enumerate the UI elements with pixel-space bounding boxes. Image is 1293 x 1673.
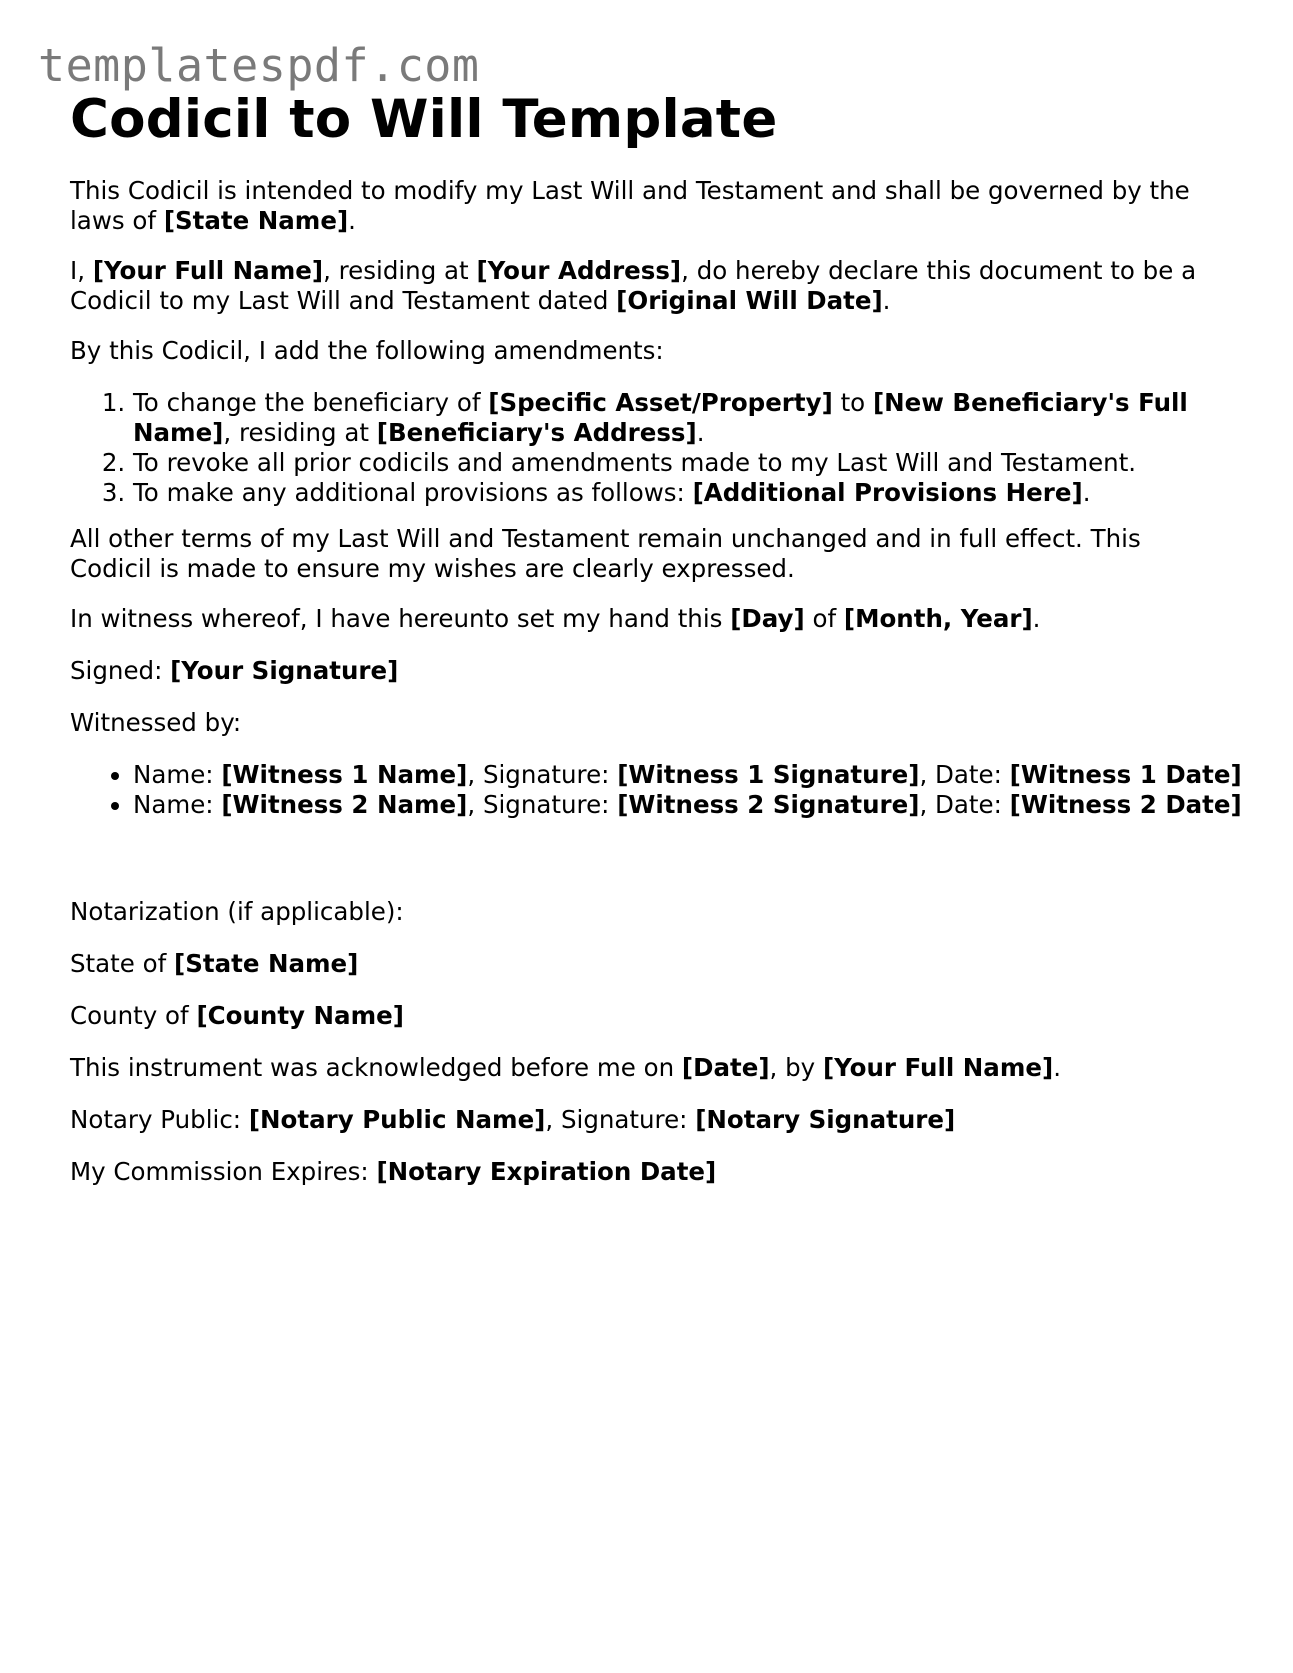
state-placeholder: [State Name] xyxy=(174,949,359,978)
notary-line xyxy=(70,1105,1230,1135)
witness-clause-end: . xyxy=(1032,604,1041,633)
acknowledgment-date-placeholder: [Date] xyxy=(681,1053,770,1082)
commission-line xyxy=(70,1157,1230,1187)
witness-clause-text-2: of xyxy=(804,604,844,633)
amendment-item xyxy=(133,478,1293,508)
amendment-3-provisions-placeholder: [Additional Provisions Here] xyxy=(692,478,1083,507)
declaration-text-2: , residing at xyxy=(323,256,477,285)
notarization-label: Notarization (if applicable): xyxy=(70,897,404,926)
county-line xyxy=(70,1001,1230,1031)
acknowledgment-name-placeholder: [Your Full Name] xyxy=(822,1053,1054,1082)
county-placeholder: [County Name] xyxy=(196,1001,404,1030)
witness-1-date-placeholder: [Witness 1 Date] xyxy=(1009,760,1242,789)
amendment-1-beneficiary-placeholder: [New Beneficiary's Full Name] xyxy=(133,388,1188,447)
witnessed-by-label: Witnessed by: xyxy=(70,708,242,737)
acknowledgment-text-1: This instrument was acknowledged before me on xyxy=(70,1053,682,1082)
witness-2-date-label: , Date: xyxy=(919,790,1010,819)
signed-line xyxy=(70,656,1230,686)
acknowledgment-line xyxy=(70,1053,1230,1083)
intro-state-placeholder: [State Name] xyxy=(163,206,349,235)
state-line xyxy=(70,949,1230,979)
intro-paragraph xyxy=(70,176,1230,236)
month-year-placeholder: [Month, Year] xyxy=(843,604,1033,633)
state-label: State of xyxy=(70,949,175,978)
witness-2-signature-label: , Signature: xyxy=(467,790,618,819)
signature-placeholder: [Your Signature] xyxy=(170,656,399,685)
declaration-address-placeholder: [Your Address] xyxy=(476,256,682,285)
witness-2-signature-placeholder: [Witness 2 Signature] xyxy=(617,790,920,819)
declaration-end: . xyxy=(882,286,891,315)
notary-signature-placeholder: [Notary Signature] xyxy=(695,1105,956,1134)
unchanged-paragraph: All other terms of my Last Will and Testament remain unchanged and in full effect. This Codicil is made to ensure my wishes are clearly expressed. xyxy=(70,524,1141,583)
document-title: Codicil to Will Template xyxy=(70,89,778,150)
amendment-1-address-placeholder: [Beneficiary's Address] xyxy=(376,418,697,447)
amendment-1-text-1: To change the beneficiary of xyxy=(133,388,489,417)
commission-date-placeholder: [Notary Expiration Date] xyxy=(376,1157,717,1186)
declaration-text-3: , do hereby declare this document to be a Codicil to my Last Will and Testament dated xyxy=(70,256,1197,315)
commission-label: My Commission Expires: xyxy=(70,1157,377,1186)
watermark-text: templatespdf.com xyxy=(38,39,480,92)
witness-1-signature-label: , Signature: xyxy=(467,760,618,789)
intro-end: . xyxy=(348,206,356,235)
witness-list xyxy=(70,760,1293,820)
amendment-1-end: . xyxy=(696,418,705,447)
amendment-3-end: . xyxy=(1082,478,1091,507)
amendments-intro: By this Codicil, I add the following amendments: xyxy=(70,336,664,365)
county-label: County of xyxy=(70,1001,197,1030)
signed-label: Signed: xyxy=(70,656,171,685)
witness-clause xyxy=(70,604,1230,634)
notary-label: Notary Public: xyxy=(70,1105,249,1134)
amendments-list xyxy=(70,388,1293,508)
declaration-paragraph xyxy=(70,256,1230,316)
amendment-1-asset-placeholder: [Specific Asset/Property] xyxy=(488,388,833,417)
amendment-3-text: To make any additional provisions as follows: xyxy=(133,478,693,507)
witness-clause-text-1: In witness whereof, I have hereunto set my hand this xyxy=(70,604,731,633)
witness-item xyxy=(133,760,1293,790)
notary-signature-label: , Signature: xyxy=(545,1105,696,1134)
declaration-text-1: I, xyxy=(70,256,93,285)
amendment-item xyxy=(133,448,1293,478)
intro-text: This Codicil is intended to modify my Last Will and Testament and shall be governed by the laws of xyxy=(70,176,1190,235)
amendment-2-text: To revoke all prior codicils and amendments made to my Last Will and Testament. xyxy=(133,448,1137,477)
acknowledgment-text-2: , by xyxy=(769,1053,823,1082)
witness-1-date-label: , Date: xyxy=(919,760,1010,789)
witness-2-name-placeholder: [Witness 2 Name] xyxy=(221,790,468,819)
declaration-will-date-placeholder: [Original Will Date] xyxy=(616,286,883,315)
witness-1-signature-placeholder: [Witness 1 Signature] xyxy=(617,760,920,789)
declaration-name-placeholder: [Your Full Name] xyxy=(92,256,324,285)
witness-2-date-placeholder: [Witness 2 Date] xyxy=(1009,790,1242,819)
acknowledgment-end: . xyxy=(1053,1053,1061,1082)
witness-2-name-label: Name: xyxy=(133,790,222,819)
amendment-1-text-2: to xyxy=(832,388,873,417)
document-body xyxy=(70,86,1242,1186)
amendment-item xyxy=(133,388,1293,448)
witness-1-name-placeholder: [Witness 1 Name] xyxy=(221,760,468,789)
day-placeholder: [Day] xyxy=(730,604,805,633)
amendment-1-text-3: , residing at xyxy=(223,418,377,447)
witness-1-name-label: Name: xyxy=(133,760,222,789)
notary-name-placeholder: [Notary Public Name] xyxy=(248,1105,546,1134)
witness-item xyxy=(133,790,1293,820)
